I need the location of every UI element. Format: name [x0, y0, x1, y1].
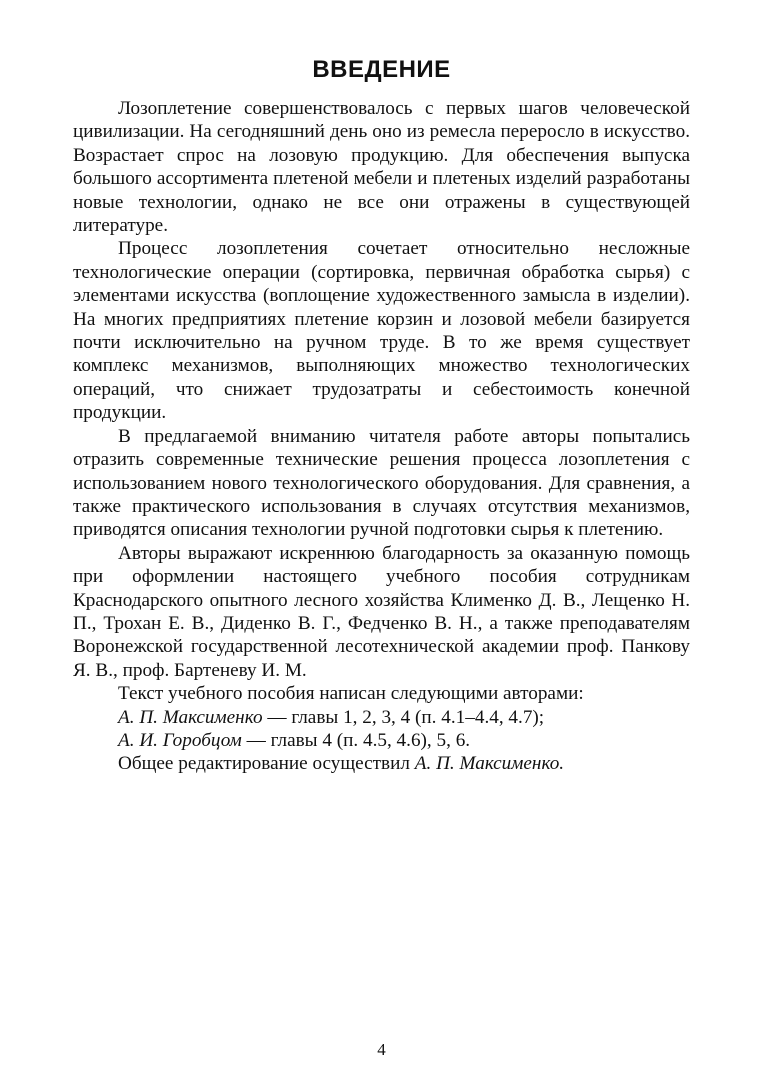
- author-chapters: — главы 1, 2, 3, 4 (п. 4.1–4.4, 4.7);: [262, 706, 545, 728]
- editor-prefix: Общее редактирование осуществил: [118, 753, 415, 775]
- editor-name: А. П. Максименко.: [414, 753, 565, 775]
- editor-line: [73, 752, 690, 775]
- author-chapters: — главы 4 (п. 4.5, 4.6), 5, 6.: [241, 729, 471, 751]
- author-name: А. П. Максименко: [118, 706, 263, 728]
- page-title: ВВЕДЕНИЕ: [312, 56, 451, 83]
- paragraph-history: Лозоплетение совершенствовалось с первых шагов человеческой цивилизации. На сегодняшний день оно из ремесла переросло в искусство. Возрастает спрос на лозовую продукцию. Для обеспечения выпуска большого ассортимента плетеной мебели и плетеных изделий разработаны новые технологии, однако не все они отражены в существующей литературе.: [73, 98, 690, 237]
- author-name: А. И. Горобцом: [118, 729, 242, 751]
- paragraph-purpose: В предлагаемой вниманию читателя работе авторы попытались отразить современные технические решения процесса лозоплетения с использованием нового технологического оборудования. Для сравнения, а также практического использования в случаях отсутствия механизмов, приводятся описания технологии ручной подготовки сырья к плетению.: [73, 425, 690, 541]
- paragraph-authors-intro: Текст учебного пособия написан следующими авторами:: [118, 683, 584, 705]
- introduction-body: [73, 97, 690, 776]
- paragraph-process: Процесс лозоплетения сочетает относительно несложные технологические операции (сортировка, первичная обработка сырья) с элементами искусства (воплощение художественного замысла в изделии). На многих предприятиях плетение корзин и лозовой мебели базируется почти исключительно на ручном труде. В то же время существует комплекс механизмов, выполняющих множество технологических операций, что снижает трудозатраты и себестоимость конечной продукции.: [73, 238, 690, 424]
- paragraph-acknowledgements: Авторы выражают искреннюю благодарность за оказанную помощь при оформлении настоящего учебного пособия сотрудникам Краснодарского опытного лесного хозяйства Клименко Д. В., Лещенко Н. П., Трохан Е. В., Диденко В. Г., Федченко В. Н., а также преподавателям Воронежской государственной лесотехнической академии проф. Панкову Я. В., проф. Бартеневу И. М.: [73, 542, 690, 681]
- author-line-2: [73, 729, 690, 752]
- page-number: 4: [377, 1040, 386, 1059]
- author-line-1: [73, 706, 690, 729]
